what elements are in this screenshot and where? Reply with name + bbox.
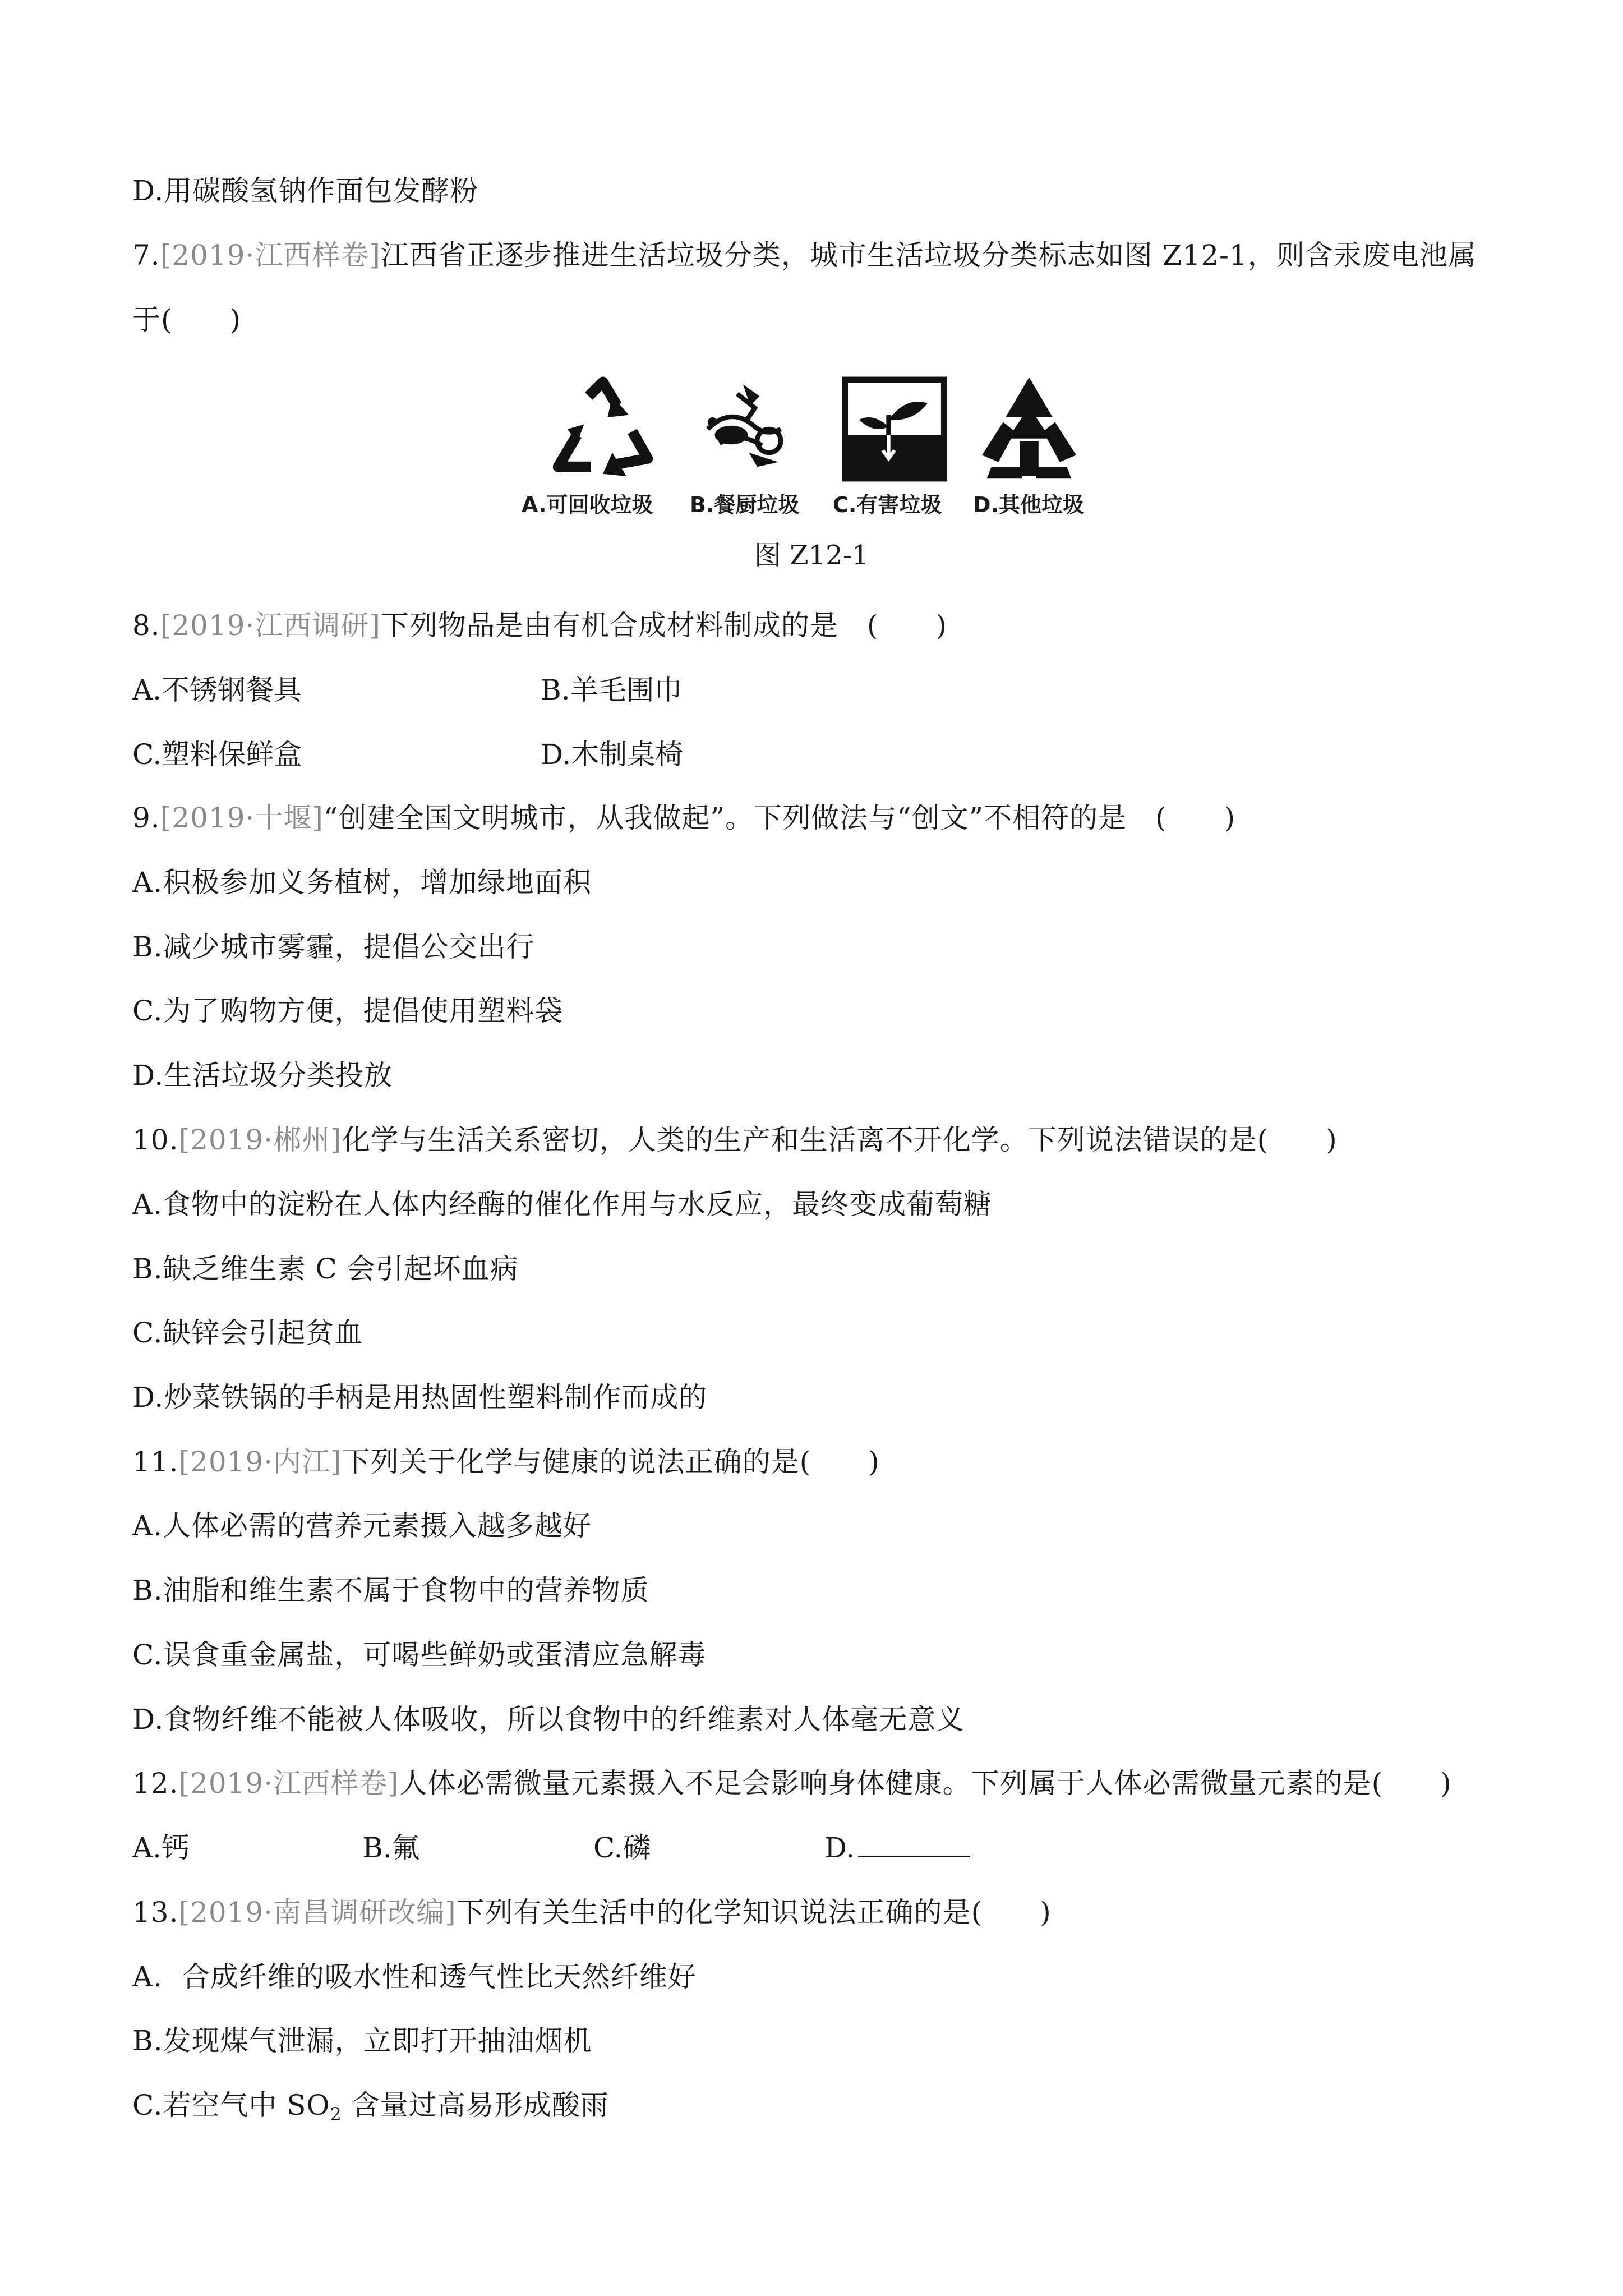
- garbage-sign-figure: [522, 370, 1110, 522]
- q10-option-a: A.食物中的淀粉在人体内经酶的催化作用与水反应，最终变成葡萄糖: [132, 1188, 993, 1221]
- q8-option-b: B.羊毛围巾: [541, 674, 683, 706]
- label-recyclable: A.可回收垃圾: [522, 493, 653, 517]
- question-text: 人体必需微量元素摄入不足会影响身体健康。下列属于人体必需微量元素的是( ): [399, 1767, 1452, 1800]
- q13-option-c: [132, 2088, 609, 2131]
- q11-option-d: D.食物纤维不能被人体吸收，所以食物中的纤维素对人体毫无意义: [132, 1703, 965, 1736]
- question-text: 化学与生活关系密切，人类的生产和生活离不开化学。下列说法错误的是( ): [342, 1124, 1338, 1156]
- q13-option-b: B.发现煤气泄漏，立即打开抽油烟机: [132, 2024, 592, 2057]
- label-hazardous: C.有害垃圾: [833, 493, 942, 517]
- option-label: D.: [824, 1832, 855, 1864]
- question-source: [2019·江西调研]: [160, 609, 381, 642]
- q6-option-d: D.用碳酸氢钠作面包发酵粉: [132, 174, 479, 207]
- subscript: 2: [330, 2104, 342, 2125]
- question-7-continued: 于( ): [132, 303, 242, 336]
- question-10: [132, 1123, 1338, 1157]
- question-source: [2019·郴州]: [178, 1124, 342, 1156]
- question-number: 8.: [132, 609, 160, 642]
- option-text-cont: 含量过高易形成酸雨: [342, 2089, 609, 2122]
- question-number: 10.: [132, 1124, 179, 1156]
- question-number: 9.: [132, 802, 160, 834]
- q10-option-b: B.缺乏维生素 C 会引起坏血病: [132, 1253, 519, 1285]
- q9-option-a: A.积极参加义务植树，增加绿地面积: [132, 866, 592, 899]
- question-text: 下列物品是由有机合成材料制成的是 ( ): [380, 609, 947, 642]
- question-source: [2019·江西样卷]: [160, 239, 381, 272]
- question-source: [2019·十堰]: [160, 802, 324, 834]
- food-waste-icon: [684, 370, 802, 488]
- question-number: 7.: [132, 239, 160, 272]
- q8-option-c: C.塑料保鲜盒: [132, 738, 302, 771]
- question-source: [2019·江西样卷]: [178, 1767, 399, 1800]
- question-text: 江西省正逐步推进生活垃圾分类，城市生活垃圾分类标志如图 Z12-1，则含汞废电池属: [380, 239, 1477, 272]
- figure-caption: 图 Z12-1: [754, 540, 869, 571]
- q13-option-a: A. 合成纤维的吸水性和透气性比天然纤维好: [132, 1961, 697, 1993]
- question-source: [2019·内江]: [178, 1446, 342, 1478]
- recycle-icon: [544, 370, 662, 488]
- q12-option-a: A.钙: [132, 1832, 190, 1864]
- option-text: C.若空气中 SO: [132, 2089, 330, 2122]
- other-waste-icon: [970, 370, 1088, 488]
- question-13: [132, 1895, 1052, 1929]
- question-9: [132, 801, 1235, 835]
- question-text: “创建全国文明城市，从我做起”。下列做法与“创文”不相符的是 ( ): [323, 802, 1236, 834]
- answer-blank: [858, 1831, 970, 1857]
- question-text: 下列有关生活中的化学知识说法正确的是( ): [456, 1896, 1052, 1929]
- q11-option-a: A.人体必需的营养元素摄入越多越好: [132, 1510, 592, 1542]
- q10-option-c: C.缺锌会引起贫血: [132, 1317, 363, 1349]
- q9-option-c: C.为了购物方便，提倡使用塑料袋: [132, 995, 564, 1027]
- q8-option-d: D.木制桌椅: [541, 738, 684, 771]
- q11-option-c: C.误食重金属盐，可喝些鲜奶或蛋清应急解毒: [132, 1639, 707, 1671]
- q12-option-b: B.氟: [362, 1832, 420, 1864]
- question-number: 12.: [132, 1767, 179, 1800]
- label-food-waste: B.餐厨垃圾: [690, 493, 800, 517]
- label-other: D.其他垃圾: [973, 493, 1084, 517]
- question-number: 13.: [132, 1896, 179, 1929]
- question-number: 11.: [132, 1446, 179, 1478]
- q12-option-c: C.磷: [593, 1832, 651, 1864]
- hazardous-waste-icon: [836, 370, 953, 488]
- q8-option-a: A.不锈钢餐具: [132, 674, 302, 706]
- question-text: 下列关于化学与健康的说法正确的是( ): [342, 1446, 880, 1478]
- q9-option-b: B.减少城市雾霾，提倡公交出行: [132, 931, 535, 963]
- q11-option-b: B.油脂和维生素不属于食物中的营养物质: [132, 1574, 649, 1607]
- q12-option-d: [824, 1831, 970, 1865]
- question-source: [2019·南昌调研改编]: [178, 1896, 457, 1929]
- question-12: [132, 1766, 1452, 1800]
- q10-option-d: D.炒菜铁锅的手柄是用热固性塑料制作而成的: [132, 1381, 708, 1414]
- question-8: [132, 609, 947, 642]
- question-11: [132, 1445, 880, 1479]
- question-7: [132, 238, 1477, 272]
- q9-option-d: D.生活垃圾分类投放: [132, 1059, 393, 1092]
